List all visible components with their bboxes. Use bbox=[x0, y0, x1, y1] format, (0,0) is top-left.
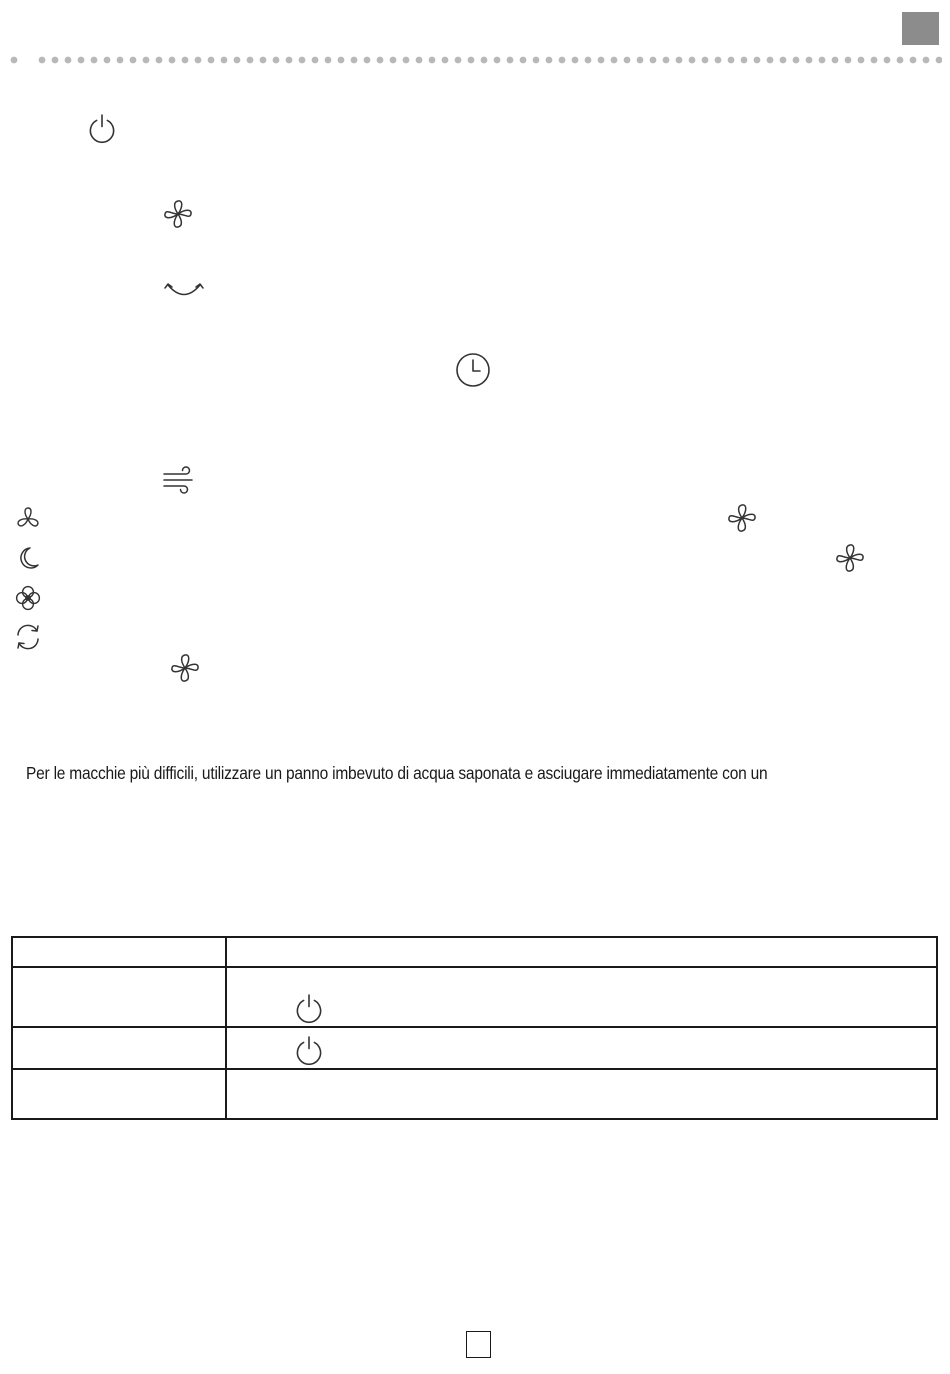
table-column-divider bbox=[225, 936, 227, 1120]
table-border-bottom bbox=[11, 1118, 938, 1120]
table-border-left bbox=[11, 936, 13, 1120]
troubleshooting-table bbox=[11, 936, 938, 1120]
wind-icon bbox=[162, 468, 196, 494]
fan-icon bbox=[163, 199, 193, 229]
clock-icon bbox=[455, 352, 491, 388]
moon-icon bbox=[18, 546, 40, 570]
corner-tab bbox=[902, 12, 939, 45]
small-fan-icon bbox=[15, 506, 41, 532]
fan-icon bbox=[170, 653, 200, 683]
table-border-top bbox=[11, 936, 938, 938]
power-icon bbox=[293, 992, 325, 1024]
flower-fan-icon bbox=[15, 585, 41, 611]
table-border-right bbox=[936, 936, 938, 1120]
power-icon bbox=[86, 112, 118, 144]
dotted-divider bbox=[8, 54, 942, 66]
power-icon bbox=[293, 1034, 325, 1066]
table-header-divider bbox=[11, 966, 938, 968]
table-row-divider bbox=[11, 1068, 938, 1070]
cycle-arrows-icon bbox=[14, 623, 42, 651]
stain-cleaning-text: Per le macchie più difficili, utilizzare un panno imbevuto di acqua saponata e asciugare immediatamente con un bbox=[26, 763, 768, 783]
fan-icon bbox=[727, 503, 757, 533]
fan-icon bbox=[835, 543, 865, 573]
page-number-box bbox=[466, 1331, 491, 1358]
oscillation-arrow-icon bbox=[164, 280, 204, 302]
table-row-divider bbox=[11, 1026, 938, 1028]
